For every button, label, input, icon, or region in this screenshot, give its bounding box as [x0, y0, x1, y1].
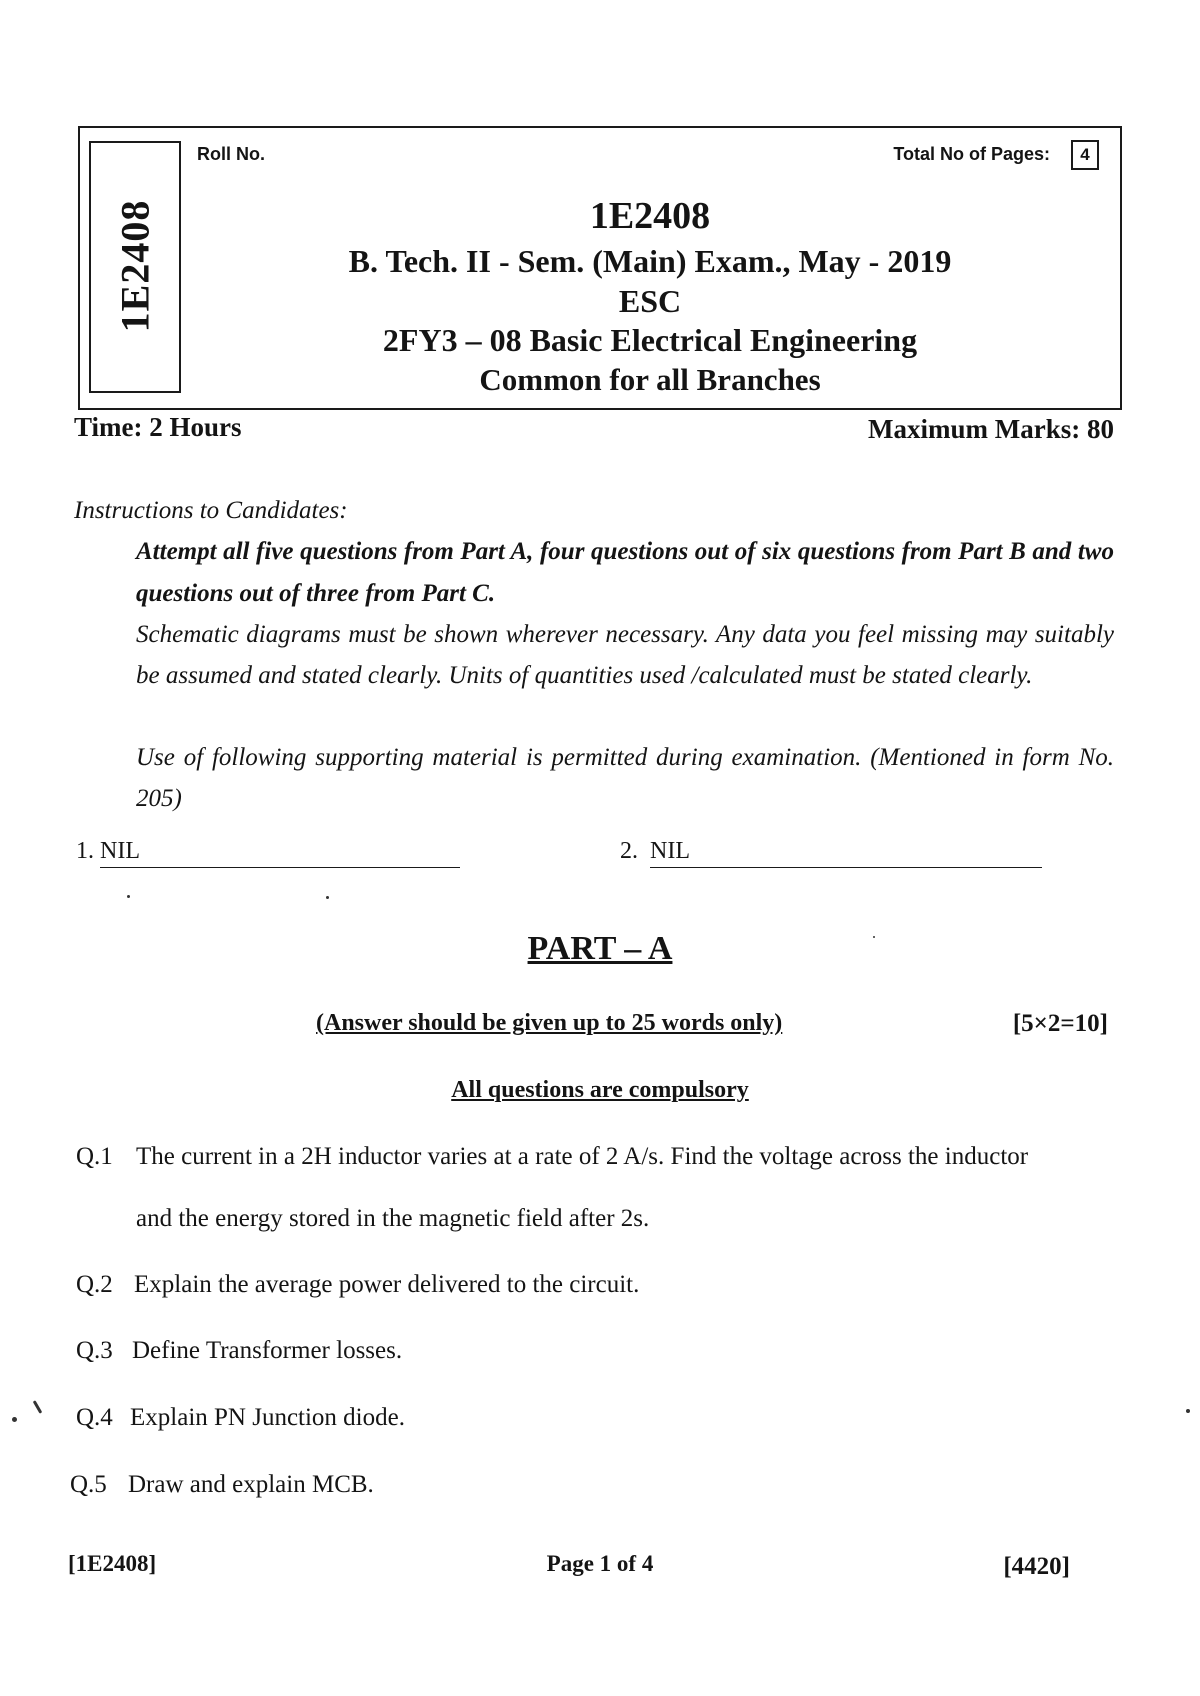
- scan-speck: [33, 1400, 43, 1414]
- part-a-title: PART – A: [527, 930, 673, 967]
- question-number: Q.2: [76, 1271, 113, 1298]
- roll-no-label: Roll No.: [197, 144, 265, 164]
- exam-line: B. Tech. II - Sem. (Main) Exam., May - 2019: [348, 243, 952, 279]
- question-text-continued: and the energy stored in the magnetic field after 2s.: [136, 1205, 650, 1232]
- stream: ESC: [618, 283, 682, 319]
- material-number: 1.: [76, 838, 94, 864]
- instruction-attempt: Attempt all five questions from Part A, four questions out of six questions from Part B and two questions out of three from Part C.: [136, 538, 1114, 607]
- instruction-schematic: Schematic diagrams must be shown wherever necessary. Any data you feel missing may suitably be assumed and stated clearly. Units of quantities used /calculated must be stated clearly.: [136, 621, 1114, 689]
- question-text: Define Transformer losses.: [132, 1337, 403, 1364]
- part-a-marks: [5×2=10]: [1012, 1010, 1108, 1037]
- question-text: Draw and explain MCB.: [128, 1471, 374, 1498]
- footer-page-number: Page 1 of 4: [546, 1551, 654, 1576]
- footer-copies: [4420]: [1003, 1553, 1070, 1580]
- question-number: Q.3: [76, 1337, 113, 1364]
- scan-speck: [1186, 1409, 1190, 1413]
- side-paper-code: 1E2408: [112, 199, 158, 333]
- branches: Common for all Branches: [479, 362, 821, 397]
- paper-code: 1E2408: [589, 195, 711, 237]
- total-pages-value: 4: [1071, 140, 1099, 170]
- question-text: Explain the average power delivered to the circuit.: [134, 1271, 640, 1298]
- maximum-marks: Maximum Marks: 80: [868, 414, 1114, 444]
- question-text: The current in a 2H inductor varies at a rate of 2 A/s. Find the voltage across the inductor: [136, 1143, 1029, 1170]
- instruction-material: Use of following supporting material is permitted during examination. (Mentioned in form No. 205): [136, 744, 1114, 812]
- scan-speck: [873, 936, 875, 938]
- exam-time: Time: 2 Hours: [74, 412, 242, 442]
- question-text: Explain PN Junction diode.: [130, 1404, 405, 1431]
- compulsory-note: All questions are compulsory: [451, 1077, 749, 1103]
- answer-rule: (Answer should be given up to 25 words only): [316, 1010, 783, 1036]
- material-item-2: [620, 838, 1042, 868]
- total-pages-label: Total No of Pages:: [893, 144, 1050, 164]
- material-item-1: [76, 838, 460, 868]
- question-number: Q.1: [76, 1143, 113, 1170]
- material-value: NIL: [650, 838, 1042, 868]
- scan-speck: [127, 895, 130, 898]
- question-number: Q.4: [76, 1404, 113, 1431]
- footer-paper-code: [1E2408]: [68, 1551, 157, 1576]
- material-number: 2.: [620, 838, 638, 864]
- scan-speck: [326, 896, 329, 899]
- subject: 2FY3 – 08 Basic Electrical Engineering: [382, 322, 918, 358]
- question-number: Q.5: [70, 1471, 107, 1498]
- instructions-heading: Instructions to Candidates:: [74, 497, 348, 524]
- material-value: NIL: [100, 838, 460, 868]
- scan-speck: [12, 1417, 17, 1422]
